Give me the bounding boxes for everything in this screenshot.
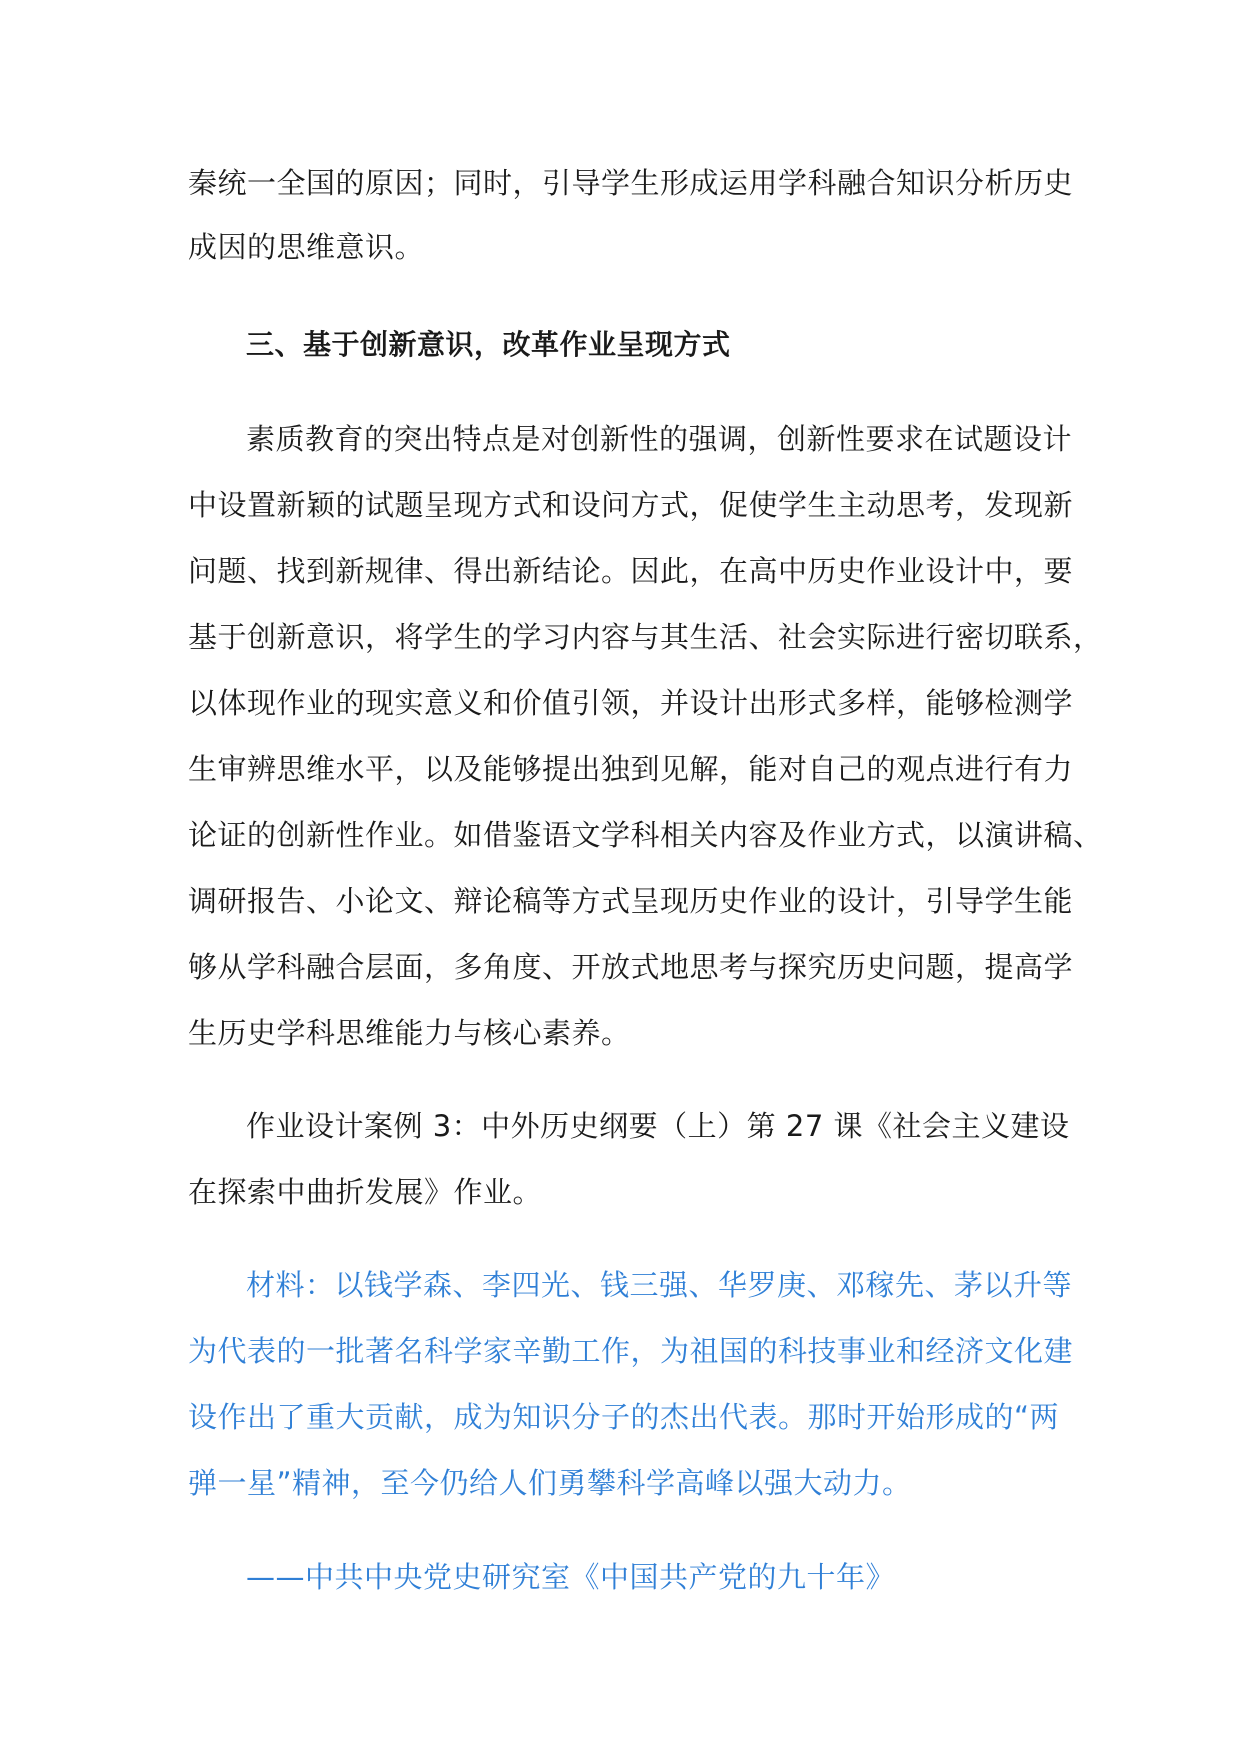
- body-line-10: 生历史学科思维能力与核心素养。: [188, 1016, 631, 1050]
- body-line-4: 基于创新意识，将学生的学习内容与其生活、社会实际进行密切联系，: [188, 620, 1103, 654]
- case-line-1: 作业设计案例 3：中外历史纲要（上）第 27 课《社会主义建设: [246, 1109, 1070, 1143]
- body-line-9: 够从学科融合层面，多角度、开放式地思考与探究历史问题，提高学: [188, 950, 1074, 984]
- intro-line-2: 成因的思维意识。: [188, 230, 425, 264]
- material-line-4: 弹一星”精神，至今仍给人们勇攀科学高峰以强大动力。: [188, 1466, 912, 1500]
- body-line-2: 中设置新颖的试题呈现方式和设问方式，促使学生主动思考，发现新: [188, 488, 1074, 522]
- material-line-1: 材料：以钱学森、李四光、钱三强、华罗庚、邓稼先、茅以升等: [246, 1268, 1073, 1302]
- material-line-2: 为代表的一批著名科学家辛勤工作，为祖国的科技事业和经济文化建: [188, 1334, 1074, 1368]
- body-line-6: 生审辨思维水平，以及能够提出独到见解，能对自己的观点进行有力: [188, 752, 1074, 786]
- body-line-7: 论证的创新性作业。如借鉴语文学科相关内容及作业方式，以演讲稿、: [188, 818, 1103, 852]
- case-line-2: 在探索中曲折发展》作业。: [188, 1175, 543, 1209]
- intro-line-1: 秦统一全国的原因；同时，引导学生形成运用学科融合知识分析历史: [188, 166, 1074, 200]
- body-line-3: 问题、找到新规律、得出新结论。因此，在高中历史作业设计中，要: [188, 554, 1074, 588]
- material-source: ——中共中央党史研究室《中国共产党的九十年》: [246, 1560, 896, 1594]
- body-line-5: 以体现作业的现实意义和价值引领，并设计出形式多样，能够检测学: [188, 686, 1074, 720]
- body-line-1: 素质教育的突出特点是对创新性的强调，创新性要求在试题设计: [246, 422, 1073, 456]
- section-heading: 三、基于创新意识，改革作业呈现方式: [246, 328, 731, 361]
- material-line-3: 设作出了重大贡献，成为知识分子的杰出代表。那时开始形成的“两: [188, 1400, 1060, 1434]
- body-line-8: 调研报告、小论文、辩论稿等方式呈现历史作业的设计，引导学生能: [188, 884, 1074, 918]
